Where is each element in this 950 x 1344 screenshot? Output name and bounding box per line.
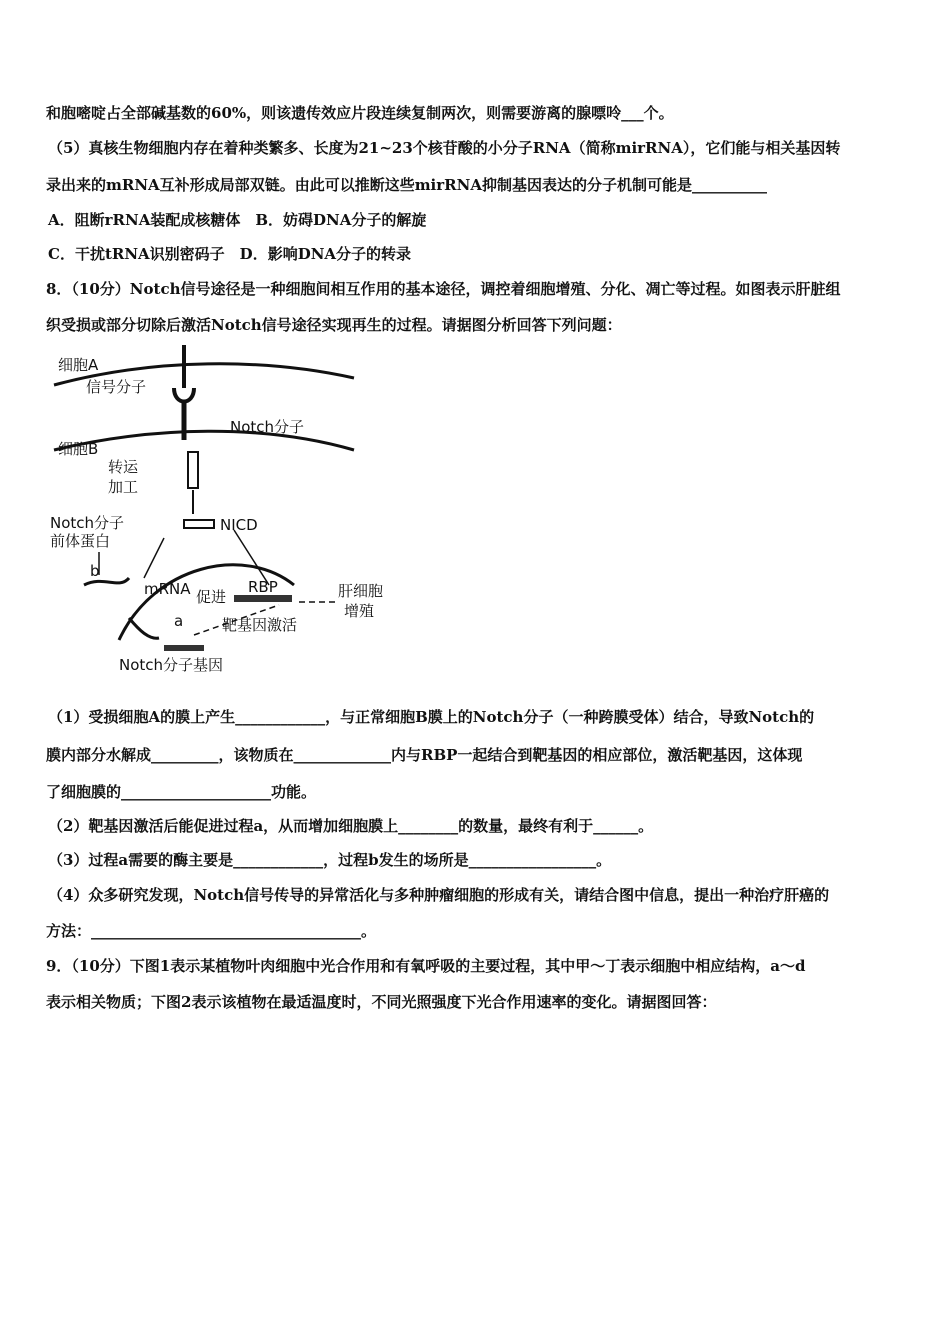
question-8-part1-line: （1）受损细胞A的膜上产生____________，与正常细胞B膜上的Notch分子（一种跨膜受体）结合，导致Notch的 <box>48 708 815 726</box>
label-notch-gene: Notch分子基因 <box>119 656 224 674</box>
label-promote: 促进 <box>196 588 227 606</box>
label-mrna: mRNA <box>144 580 191 598</box>
question-8-part2-line: （2）靶基因激活后能促进过程a，从而增加细胞膜上________的数量，最终有利于______。 <box>48 817 654 835</box>
question-8-part1-line: 膜内部分水解成_________，该物质在_____________内与RBP一起结合到靶基因的相应部位，激活靶基因，这体现 <box>46 746 803 764</box>
label-precursor-protein: Notch分子 <box>50 514 125 532</box>
question-8-part1-line: 了细胞膜的____________________功能。 <box>46 783 317 801</box>
question-8-intro-line: 织受损或部分切除后激活Notch信号途径实现再生的过程。请据图分析回答下列问题： <box>46 316 622 334</box>
label-cell-a: 细胞A <box>58 356 99 374</box>
label-nicd: NICD <box>220 516 258 534</box>
label-transport: 转运 <box>108 458 139 476</box>
nicd-arrow <box>234 530 269 585</box>
nicd-fragment <box>184 520 214 528</box>
label-liver-cell: 肝细胞 <box>338 582 384 600</box>
label-process-b: b <box>90 562 100 580</box>
label-notch-molecule: Notch分子 <box>230 418 305 436</box>
question-9-intro-line: 表示相关物质；下图2表示该植物在最适温度时，不同光照强度下光合作用速率的变化。请据图回答： <box>46 993 717 1011</box>
option-line-ab: A．阻断rRNA装配成核糖体 B．妨碍DNA分子的解旋 <box>48 211 427 229</box>
label-target-gene-activation: 靶基因激活 <box>222 616 298 634</box>
label-precursor-protein-2: 前体蛋白 <box>50 532 111 550</box>
question-7-part5-line: （5）真核生物细胞内存在着种类繁多、长度为21~23个核苷酸的小分子RNA（简称mirRNA），它们能与相关基因转 <box>48 139 841 157</box>
notch-pathway-diagram <box>44 340 404 680</box>
label-rbp: RBP <box>248 578 278 596</box>
notch-intracellular-part <box>188 452 198 488</box>
cell-b-membrane <box>54 431 354 450</box>
question-8-intro-line: 8．（10分）Notch信号途径是一种细胞间相互作用的基本途径，调控着细胞增殖、分化、凋亡等过程。如图表示肝脏组 <box>46 280 841 298</box>
mrna-strand <box>129 618 159 638</box>
question-8-part4-line: （4）众多研究发现，Notch信号传导的异常活化与多种肿瘤细胞的形成有关，请结合图中信息，提出一种治疗肝癌的 <box>48 886 830 904</box>
label-signal-molecule: 信号分子 <box>86 378 147 396</box>
notch-gene-bar <box>164 645 204 651</box>
label-cell-b: 细胞B <box>58 440 99 458</box>
signal-molecule-head <box>174 388 194 402</box>
target-gene-bar <box>234 595 292 602</box>
label-proliferation: 增殖 <box>344 602 375 620</box>
question-7-text-line: 和胞嘧啶占全部碱基数的60%，则该遗传效应片段连续复制两次，则需要游离的腺嘌呤___个。 <box>46 104 674 122</box>
option-line-cd: C．干扰tRNA识别密码子 D．影响DNA分子的转录 <box>48 245 412 263</box>
question-8-part3-line: （3）过程a需要的酶主要是____________，过程b发生的场所是_________________。 <box>48 851 612 869</box>
question-8-part4-line: 方法：____________________________________。 <box>46 922 377 940</box>
question-7-part5-line: 录出来的mRNA互补形成局部双链。由此可以推断这些mirRNA抑制基因表达的分子机制可能是__________ <box>46 176 767 194</box>
transport-arrow <box>144 538 164 578</box>
label-processing: 加工 <box>108 478 139 496</box>
label-process-a: a <box>174 612 184 630</box>
question-9-intro-line: 9．（10分）下图1表示某植物叶肉细胞中光合作用和有氧呼吸的主要过程，其中甲～丁表示细胞中相应结构，a～d <box>46 957 806 975</box>
